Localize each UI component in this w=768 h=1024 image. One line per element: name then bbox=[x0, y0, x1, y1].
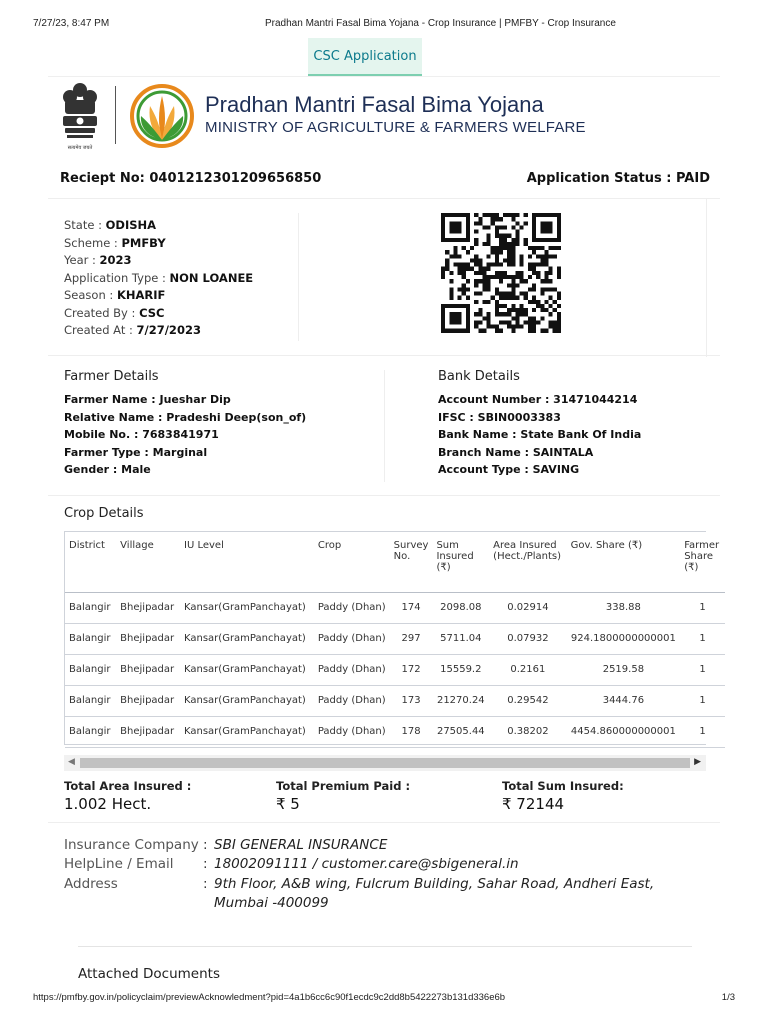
ifsc-code: IFSC : SBIN0003383 bbox=[438, 410, 561, 424]
ministry-subtitle: MINISTRY OF AGRICULTURE & FARMERS WELFARE bbox=[205, 119, 586, 136]
national-emblem-icon bbox=[57, 80, 103, 152]
info-year: Year : 2023 bbox=[64, 253, 132, 267]
farmer-type: Farmer Type : Marginal bbox=[64, 445, 208, 459]
info-separator bbox=[298, 213, 299, 341]
cell-gov-share: 4454.860000000001 bbox=[567, 716, 681, 747]
table-row bbox=[65, 592, 725, 623]
farmer-name: Farmer Name : Jueshar Dip bbox=[64, 393, 231, 406]
cell-crop: Paddy (Dhan) bbox=[314, 592, 390, 623]
pmfby-logo-icon bbox=[128, 82, 196, 150]
application-info-list bbox=[64, 217, 253, 340]
total-premium-label: Total Premium Paid : bbox=[276, 779, 411, 793]
application-status: Application Status : PAID bbox=[526, 171, 710, 186]
scroll-right-arrow-icon[interactable]: ▶ bbox=[694, 757, 701, 767]
cell-survey-no: 172 bbox=[390, 654, 433, 685]
cell-area-insured: 0.29542 bbox=[489, 685, 566, 716]
cell-gov-share: 2519.58 bbox=[567, 654, 681, 685]
cell-farmer-share: 1 bbox=[680, 623, 725, 654]
farmer-details bbox=[64, 391, 306, 479]
branch-name: Branch Name : SAINTALA bbox=[438, 445, 594, 459]
crop-table bbox=[65, 532, 725, 748]
total-area-value: 1.002 Hect. bbox=[64, 795, 152, 813]
scrollbar-thumb[interactable] bbox=[80, 758, 690, 768]
insurance-company-value: SBI GENERAL INSURANCE bbox=[214, 837, 388, 853]
cell-farmer-share: 1 bbox=[680, 716, 725, 747]
cell-survey-no: 174 bbox=[390, 592, 433, 623]
qr-code bbox=[441, 213, 561, 337]
cell-survey-no: 173 bbox=[390, 685, 433, 716]
cell-district: Balangir bbox=[65, 685, 116, 716]
cell-iu-level: Kansar(GramPanchayat) bbox=[180, 623, 314, 654]
cell-survey-no: 297 bbox=[390, 623, 433, 654]
cell-area-insured: 0.07932 bbox=[489, 623, 566, 654]
print-header bbox=[0, 18, 768, 32]
col-sum-insured: Sum Insured (₹) bbox=[432, 532, 489, 592]
address-line-2: Mumbai -400099 bbox=[214, 895, 329, 911]
col-iu-level: IU Level bbox=[180, 532, 314, 592]
pmfby-title: Pradhan Mantri Fasal Bima Yojana bbox=[205, 92, 544, 117]
bank-details bbox=[438, 391, 641, 479]
info-season: Season : KHARIF bbox=[64, 288, 166, 302]
cell-village: Bhejipadar bbox=[116, 716, 180, 747]
details-separator bbox=[384, 370, 385, 482]
colon: : bbox=[203, 837, 208, 853]
cell-gov-share: 3444.76 bbox=[567, 685, 681, 716]
total-sum-label: Total Sum Insured: bbox=[502, 779, 624, 793]
cell-gov-share: 924.1800000000001 bbox=[567, 623, 681, 654]
cell-district: Balangir bbox=[65, 592, 116, 623]
cell-sum-insured: 21270.24 bbox=[432, 685, 489, 716]
crop-table-header bbox=[65, 532, 725, 592]
application-info-box bbox=[48, 198, 720, 356]
tab-csc-application[interactable]: CSC Application bbox=[308, 38, 422, 76]
cell-survey-no: 178 bbox=[390, 716, 433, 747]
crop-table-scroll[interactable] bbox=[64, 531, 720, 745]
farmer-details-title: Farmer Details bbox=[64, 369, 159, 384]
cell-village: Bhejipadar bbox=[116, 592, 180, 623]
col-area-insured: Area Insured (Hect./Plants) bbox=[489, 532, 566, 592]
cell-sum-insured: 2098.08 bbox=[432, 592, 489, 623]
cell-district: Balangir bbox=[65, 654, 116, 685]
cell-village: Bhejipadar bbox=[116, 654, 180, 685]
table-row bbox=[65, 685, 725, 716]
col-crop: Crop bbox=[314, 532, 390, 592]
cell-sum-insured: 27505.44 bbox=[432, 716, 489, 747]
attached-documents-title: Attached Documents bbox=[78, 966, 220, 982]
cell-crop: Paddy (Dhan) bbox=[314, 654, 390, 685]
col-survey-no: Survey No. bbox=[390, 532, 433, 592]
divider bbox=[78, 946, 692, 947]
table-row bbox=[65, 716, 725, 747]
col-district: District bbox=[65, 532, 116, 592]
colon: : bbox=[203, 856, 208, 872]
mobile-number: Mobile No. : 7683841971 bbox=[64, 428, 219, 442]
table-row bbox=[65, 623, 725, 654]
cell-crop: Paddy (Dhan) bbox=[314, 716, 390, 747]
table-horizontal-scrollbar[interactable] bbox=[64, 755, 706, 771]
emblem-caption: सत्यमेव जयते bbox=[67, 145, 93, 151]
cell-village: Bhejipadar bbox=[116, 685, 180, 716]
cell-iu-level: Kansar(GramPanchayat) bbox=[180, 685, 314, 716]
cell-iu-level: Kansar(GramPanchayat) bbox=[180, 716, 314, 747]
col-village: Village bbox=[116, 532, 180, 592]
account-type: Account Type : SAVING bbox=[438, 463, 580, 477]
bank-name: Bank Name : State Bank Of India bbox=[438, 428, 642, 442]
logo-divider bbox=[115, 86, 116, 144]
cell-farmer-share: 1 bbox=[680, 685, 725, 716]
total-area-label: Total Area Insured : bbox=[64, 779, 192, 793]
cell-farmer-share: 1 bbox=[680, 592, 725, 623]
cell-sum-insured: 5711.04 bbox=[432, 623, 489, 654]
divider bbox=[48, 822, 720, 823]
total-sum-value: ₹ 72144 bbox=[502, 795, 565, 813]
cell-area-insured: 0.2161 bbox=[489, 654, 566, 685]
bank-details-title: Bank Details bbox=[438, 369, 520, 384]
print-datetime: 7/27/23, 8:47 PM bbox=[33, 18, 110, 29]
crop-details-title: Crop Details bbox=[64, 506, 144, 521]
colon: : bbox=[203, 876, 208, 892]
cell-district: Balangir bbox=[65, 623, 116, 654]
table-row bbox=[65, 654, 725, 685]
cell-crop: Paddy (Dhan) bbox=[314, 623, 390, 654]
info-state: State : ODISHA bbox=[64, 218, 157, 232]
cell-iu-level: Kansar(GramPanchayat) bbox=[180, 592, 314, 623]
info-created-at: Created At : 7/27/2023 bbox=[64, 323, 201, 337]
cell-sum-insured: 15559.2 bbox=[432, 654, 489, 685]
scroll-left-arrow-icon[interactable]: ◀ bbox=[68, 757, 75, 767]
gender: Gender : Male bbox=[64, 463, 151, 477]
info-application-type: Application Type : NON LOANEE bbox=[64, 270, 254, 285]
helpline-label: HelpLine / Email bbox=[64, 856, 174, 872]
page-url: https://pmfby.gov.in/policyclaim/previewAcknowledment?pid=4a1b6cc6c90f1ecdc9c2dd8b5422273b131d336e6b bbox=[33, 992, 506, 1003]
insurance-company-label: Insurance Company bbox=[64, 837, 199, 853]
cell-farmer-share: 1 bbox=[680, 654, 725, 685]
address-label: Address bbox=[64, 876, 118, 892]
info-right-border bbox=[706, 199, 707, 357]
receipt-number: Reciept No: 0401212301209656850 bbox=[60, 171, 322, 186]
helpline-value: 18002091111 / customer.care@sbigeneral.in bbox=[214, 856, 519, 872]
cell-area-insured: 0.38202 bbox=[489, 716, 566, 747]
cell-district: Balangir bbox=[65, 716, 116, 747]
info-scheme: Scheme : PMFBY bbox=[64, 235, 166, 250]
cell-crop: Paddy (Dhan) bbox=[314, 685, 390, 716]
info-created-by: Created By : CSC bbox=[64, 305, 165, 320]
address-line-1: 9th Floor, A&B wing, Fulcrum Building, Sahar Road, Andheri East, bbox=[214, 876, 655, 892]
print-doc-title: Pradhan Mantri Fasal Bima Yojana - Crop Insurance | PMFBY - Crop Insurance bbox=[265, 18, 616, 29]
total-premium-value: ₹ 5 bbox=[276, 795, 300, 813]
relative-name: Relative Name : Pradeshi Deep(son_of) bbox=[64, 410, 307, 424]
cell-village: Bhejipadar bbox=[116, 623, 180, 654]
cell-gov-share: 338.88 bbox=[567, 592, 681, 623]
divider bbox=[48, 495, 720, 496]
col-farmer-share: Farmer Share (₹) bbox=[680, 532, 725, 592]
cell-area-insured: 0.02914 bbox=[489, 592, 566, 623]
cell-iu-level: Kansar(GramPanchayat) bbox=[180, 654, 314, 685]
col-gov-share: Gov. Share (₹) bbox=[567, 532, 681, 592]
account-number: Account Number : 31471044214 bbox=[438, 393, 638, 406]
page-number: 1/3 bbox=[721, 992, 735, 1003]
